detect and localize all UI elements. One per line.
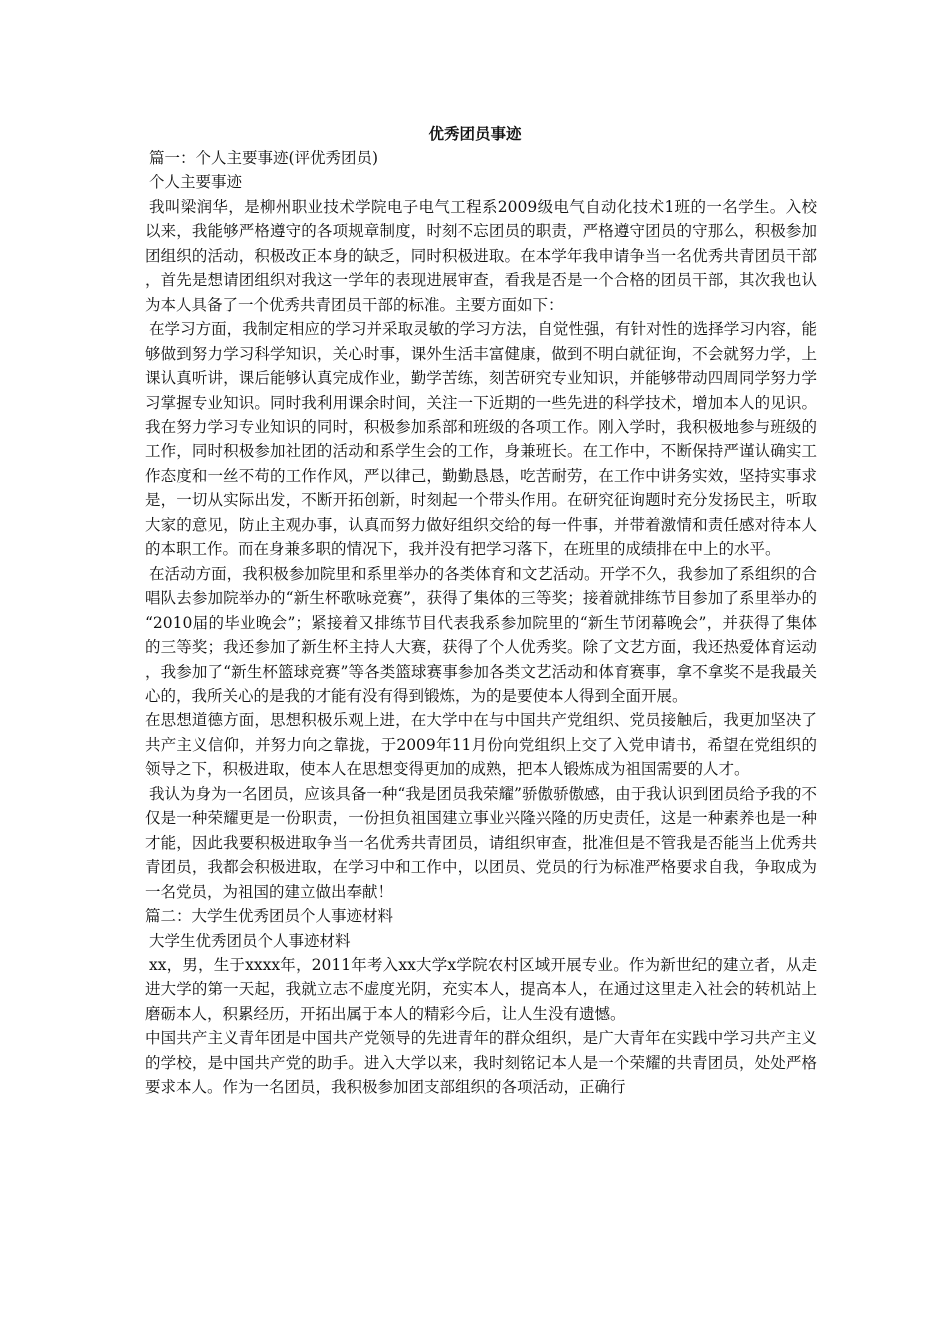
paragraph: 个人主要事迹: [149, 173, 243, 192]
paragraph: 在活动方面，我积极参加院里和系里举办的各类体育和文艺活动。开学不久，我参加了系组织的合唱队去参加院举办的“新生杯歌咏竞赛”，获得了集体的三等奖；接着就排练节目参加了系里举办的“2010届的毕业晚会”；紧接着又排练节目代表我系参加院里的“新生节闭幕晚会”，并获得了集体的三等奖；我还参加了新生杯主持人大赛，获得了个人优秀奖。除了文艺方面，我还热爱体育运动，我参加了“新生杯篮球竞赛”等各类篮球赛事参加各类文艺活动和体育赛事，拿不拿奖不是我最关心的，我所关心的是我的才能有没有得到锻炼，为的是要使本人得到全面开展。: [145, 564, 817, 705]
paragraph: 大学生优秀团员个人事迹材料: [149, 931, 351, 950]
paragraph: 在学习方面，我制定相应的学习并采取灵敏的学习方法，自觉性强，有针对性的选择学习内容，能够做到努力学习科学知识，关心时事，课外生活丰富健康，做到不明白就征询，不会就努力学，上课认真听讲，课后能够认真完成作业，勤学苦练，刻苦研究专业知识，并能够带动四周同学努力学习掌握专业知识。同时我利用课余时间，关注一下近期的一些先进的科学技术，增加本人的见识。 我在努力学习专业知识的同时，积极参加系部和班级的各项工作。刚入学时，我积极地参与班级的工作，同时积极参加社团的活动和系学生会的工作，身兼班长。在工作中，不断保持严谨认确实工作态度和一丝不苟的工作作风，严以律己，勤勤恳恳，吃苦耐劳，在工作中讲务实效，坚持实事求是，一切从实际出发，不断开拓创新，时刻起一个带头作用。在研究征询题时充分发扬民主，听取大家的意见，防止主观办事，认真而努力做好组织交给的每一件事，并带着激情和责任感对待本人的本职工作。而在身兼多职的情况下，我并没有把学习落下，在班里的成绩排在中上的水平。: [145, 320, 817, 559]
paragraph: 在思想道德方面，思想积极乐观上进，在大学中在与中国共产党组织、党员接触后，我更加坚决了共产主义信仰，并努力向之靠拢，于2009年11月份向党组织上交了入党申请书，希望在党组织的领导之下，积极进取，使本人在思想变得更加的成熟，把本人锻炼成为祖国需要的人才。: [145, 711, 817, 779]
paragraph: 篇二：大学生优秀团员个人事迹材料: [145, 907, 394, 926]
paragraph: 中国共产主义青年团是中国共产党领导的先进青年的群众组织，是广大青年在实践中学习共产主义的学校，是中国共产党的助手。进入大学以来，我时刻铭记本人是一个荣耀的共青团员，处处严格要求本人。作为一名团员，我积极参加团支部组织的各项活动，正确行: [145, 1029, 817, 1097]
paragraph: 我认为身为一名团员，应该具备一种“我是团员我荣耀”骄傲骄傲感，由于我认识到团员给予我的不仅是一种荣耀更是一份职责，一份担负祖国建立事业兴隆兴隆的历史责任，这是一种素养也是一种才能，因此我要积极进取争当一名优秀共青团员，请组织审查，批准但是不管我是否能当上优秀共青团员，我都会积极进取，在学习中和工作中，以团员、党员的行为标准严格要求自我，争取成为一名党员，为祖国的建立做出奉献！: [145, 784, 817, 901]
paragraph: 篇一：个人主要事迹(评优秀团员): [149, 149, 379, 167]
document-title: 优秀团员事迹: [428, 124, 522, 143]
paragraph: xx，男，生于xxxx年，2011年考入xx大学x学院农村区域开展专业。作为新世纪的建立者，从走进大学的第一天起，我就立志不虚度光阴，充实本人，提高本人，在通过这里走入社会的转机站上磨砺本人，积累经历，开拓出属于本人的精彩今后，让人生没有遗憾。: [145, 955, 817, 1023]
paragraph: 我叫梁润华，是柳州职业技术学院电子电气工程系2009级电气自动化技术1班的一名学生。入校以来，我能够严格遵守的各项规章制度，时刻不忘团员的职责，严格遵守团员的守那么，积极参加团组织的活动，积极改正本身的缺乏，同时积极进取。在本学年我申请争当一名优秀共青团员干部，首先是想请团组织对我这一学年的表现进展审查，看我是否是一个合格的团员干部，其次我也认为本人具备了一个优秀共青团员干部的标准。主要方面如下：: [145, 197, 817, 314]
document-body: [145, 146, 817, 1100]
